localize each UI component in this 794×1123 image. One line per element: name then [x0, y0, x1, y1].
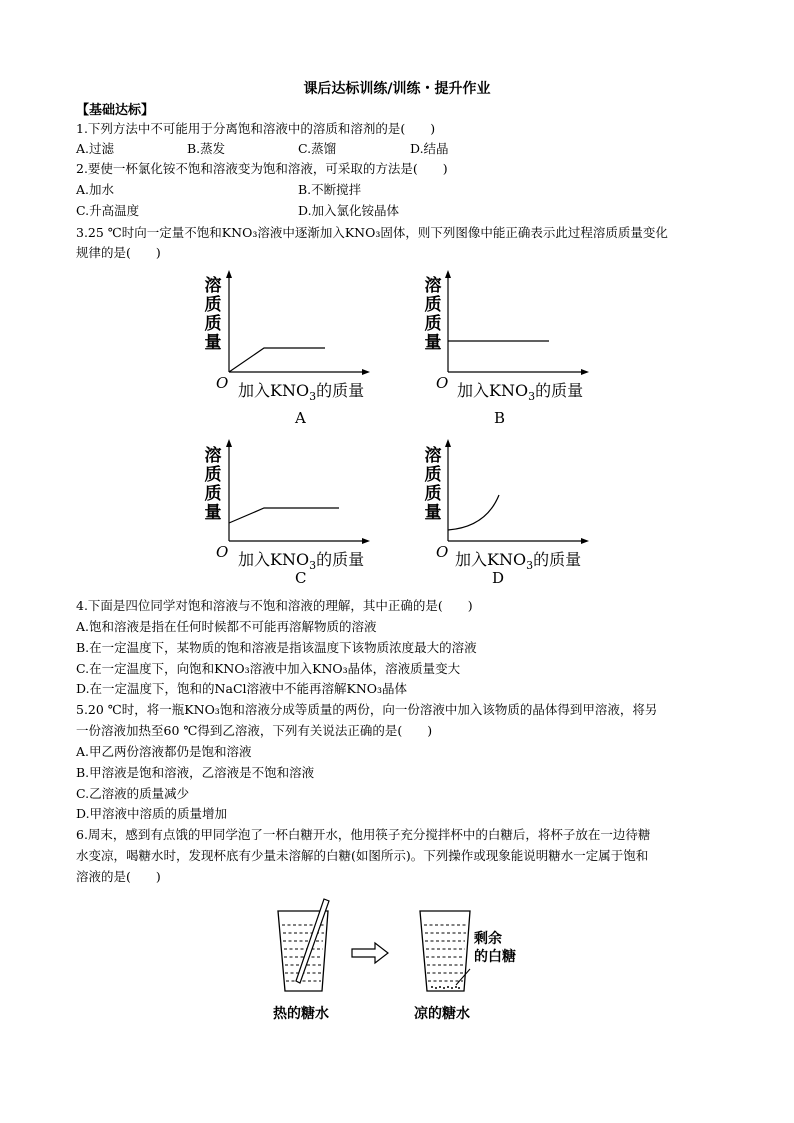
graph-b-name: B [494, 409, 506, 427]
q4-option-c: C.在一定温度下，向饱和KNO₃溶液中加入KNO₃晶体，溶液质量变大 [76, 661, 461, 676]
q6-stem-line1: 6.周末，感到有点饿的甲同学泡了一杯白糖开水，他用筷子充分搅拌杯中的白糖后，将杯子放在一边待糖 [76, 827, 651, 842]
graph-b-y-arrow [445, 270, 451, 278]
q1-stem: 1.下列方法中不可能用于分离饱和溶液中的溶质和溶剂的是( ) [76, 121, 436, 136]
graph-d-ylabel-1: 溶 [424, 446, 442, 466]
page-title: 课后达标训练/训练・提升作业 [303, 81, 491, 97]
q5-option-b: B.甲溶液是饱和溶液，乙溶液是不饱和溶液 [76, 765, 315, 780]
graph-a-y-arrow [226, 270, 232, 278]
q4-stem: 4.下面是四位同学对饱和溶液与不饱和溶液的理解，其中正确的是( ) [76, 598, 473, 613]
q4-option-d: D.在一定温度下，饱和的NaCl溶液中不能再溶解KNO₃晶体 [76, 681, 408, 696]
graph-a-name: A [295, 409, 306, 427]
graph-b-ylabel-2: 质 [424, 295, 442, 315]
q1-option-b: B.蒸发 [187, 141, 226, 156]
q3-stem-line1: 3.25 ℃时向一定量不饱和KNO₃溶液中逐渐加入KNO₃固体，则下列图像中能正确表示此过程溶质质量变化 [76, 225, 668, 240]
q3-stem-line2: 规律的是( ) [76, 245, 161, 260]
graph-b-ylabel-1: 溶 [424, 276, 442, 296]
graph-c-y-arrow [226, 439, 232, 447]
graph-d-origin: O [436, 543, 449, 561]
graph-a-ylabel-1: 溶 [204, 276, 222, 296]
graph-a-ylabel-4: 量 [204, 333, 222, 353]
q2-option-a: A.加水 [76, 182, 115, 197]
cool-cup-label: 凉的糖水 [414, 1006, 470, 1022]
graph-c-ylabel-3: 质 [204, 484, 222, 504]
q5-stem-line2: 一份溶液加热至60 ℃得到乙溶液，下列有关说法正确的是( ) [76, 723, 433, 738]
q4-option-b: B.在一定温度下，某物质的饱和溶液是指该温度下该物质浓度最大的溶液 [76, 640, 477, 655]
hot-cup-icon [278, 899, 329, 991]
graph-d-curve [448, 495, 499, 530]
section-heading: 【基础达标】 [76, 103, 155, 118]
q5-option-d: D.甲溶液中溶质的质量增加 [76, 806, 228, 821]
q4-option-a: A.饱和溶液是指在任何时候都不可能再溶解物质的溶液 [76, 619, 377, 634]
graph-c-ylabel-2: 质 [204, 465, 222, 485]
q5-stem-line1: 5.20 ℃时，将一瓶KNO₃饱和溶液分成等质量的两份，向一份溶液中加入该物质的晶体得到甲溶液，将另 [76, 702, 658, 717]
q1-option-d: D.结晶 [410, 141, 449, 156]
graph-b-plot [441, 268, 591, 378]
q2-stem: 2.要使一杯氯化铵不饱和溶液变为饱和溶液，可采取的方法是( ) [76, 161, 448, 176]
q1-option-a: A.过滤 [76, 141, 115, 156]
graph-c-name: C [295, 569, 307, 587]
q2-option-b: B.不断搅拌 [298, 182, 362, 197]
graph-d-x-arrow [581, 538, 589, 544]
graph-d-plot [441, 437, 591, 547]
arrow-right-icon [352, 943, 388, 963]
q2-option-c: C.升高温度 [76, 203, 140, 218]
graph-a-x-arrow [362, 369, 370, 375]
graph-d-y-arrow [445, 439, 451, 447]
graph-b-x-arrow [581, 369, 589, 375]
graph-c-origin: O [216, 543, 229, 561]
graph-a-curve [229, 348, 325, 372]
graph-d-ylabel-2: 质 [424, 465, 442, 485]
cool-cup-icon [420, 911, 470, 991]
graph-c-x-arrow [362, 538, 370, 544]
graph-a-origin: O [216, 374, 229, 392]
q2-option-d: D.加入氯化铵晶体 [298, 203, 400, 218]
graph-b-origin: O [436, 374, 449, 392]
graph-b-ylabel-3: 质 [424, 314, 442, 334]
residue-label-2: 的白糖 [474, 949, 516, 965]
residue-label-1: 剩余 [474, 931, 502, 947]
graph-d-name: D [492, 569, 505, 587]
graph-b-xlabel: 加入$KNO_3$的质量 [457, 381, 584, 404]
q1-option-c: C.蒸馏 [298, 141, 337, 156]
graph-d-ylabel-4: 量 [424, 503, 442, 523]
graph-c-xlabel: 加入$KNO_3$的质量 [238, 550, 365, 573]
q5-option-c: C.乙溶液的质量减少 [76, 786, 190, 801]
graph-d-xlabel: 加入$KNO_3$的质量 [455, 550, 582, 573]
graph-c-curve [229, 508, 339, 523]
graph-a-plot [222, 268, 372, 378]
q6-stem-line2: 水变凉，喝糖水时，发现杯底有少量未溶解的白糖(如图所示)。下列操作或现象能说明糖水一定属于饱和 [76, 848, 649, 863]
graph-d-ylabel-3: 质 [424, 484, 442, 504]
q5-option-a: A.甲乙两份溶液都仍是饱和溶液 [76, 744, 252, 759]
hot-cup-label: 热的糖水 [273, 1006, 329, 1022]
q6-stem-line3: 溶液的是( ) [76, 869, 161, 884]
graph-c-plot [222, 437, 372, 547]
graph-c-ylabel-4: 量 [204, 503, 222, 523]
graph-c-ylabel-1: 溶 [204, 446, 222, 466]
graph-b-ylabel-4: 量 [424, 333, 442, 353]
graph-a-xlabel: 加入$KNO_3$的质量 [238, 381, 365, 404]
graph-a-ylabel-3: 质 [204, 314, 222, 334]
graph-a-ylabel-2: 质 [204, 295, 222, 315]
